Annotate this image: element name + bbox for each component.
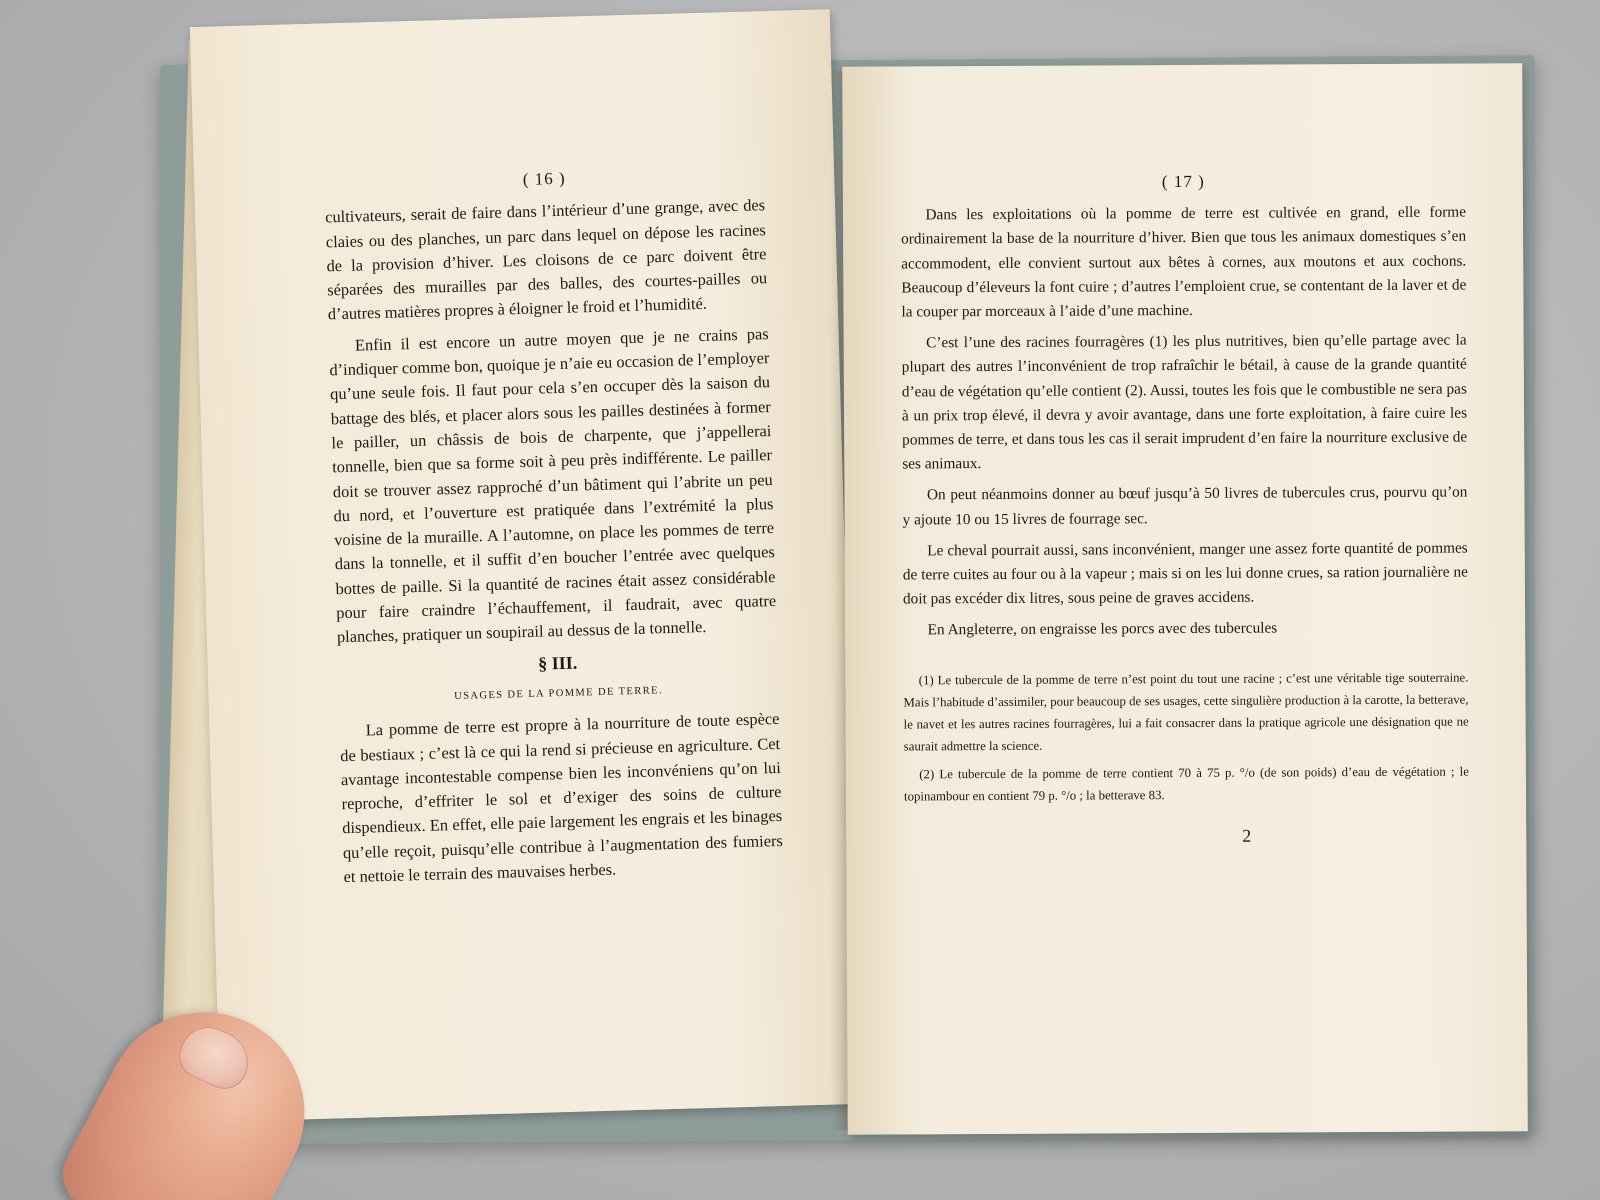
section-subheading: USAGES DE LA POMME DE TERRE. bbox=[454, 685, 664, 702]
left-page-text bbox=[324, 161, 784, 896]
right-paragraph-1: Dans les exploitations où la pomme de terre est cultivée en grand, elle forme ordinairement la base de la nourriture d’hiver. Bien que tous les animaux domestiques s’en accommodent, elle convient surtout aux bêtes à cornes, aux moutons et aux cochons. Beaucoup d’éleveurs la font cuire ; d’autres l’emploient crue, se contentant de la laver et de la couper par morceaux à l’aide d’une machine. bbox=[901, 203, 1467, 321]
left-page bbox=[190, 9, 860, 1121]
signature-mark: 2 bbox=[1242, 825, 1252, 846]
right-paragraph-4: Le cheval pourrait aussi, sans inconvénient, manger une assez forte quantité de pommes de terre cuites au four ou à la vapeur ; mais si on les lui donne crues, sa ration journalière ne doit pas excéder dix litres, sous peine de graves accidens. bbox=[902, 539, 1468, 608]
left-paragraph-2: Enfin il est encore un autre moyen que je ne crains pas d’indiquer comme bon, quoique je n’aie eu occasion de l’employer qu’une seule fois. Il faut pour cela s’en occuper dès la saison du battage des blés, et placer alors sous les pailles destinées à former le pailler, un châssis de bois de charpente, que j’appellerai tonnelle, bien que sa forme soit à peu près indifférente. Le pailler doit se trouver assez rapproché d’un bâtiment qui l’abrite un peu du nord, et l’ouverture est pratiquée dans l’extrémité la plus voisine de la muraille. A l’automne, on place les pommes de terre dans la tonnelle, et il suffit d’en boucher l’entrée avec quelques bottes de paille. Si la quantité de racines était assez considérable pour faire craindre l’échauffement, il faudrait, avec quatre planches, pratiquer un soupirail au dessus de la tonnelle. bbox=[329, 323, 777, 647]
footnotes bbox=[903, 666, 1469, 807]
right-paragraph-2: C’est l’une des racines fourragères (1) les plus nutritives, bien qu’elle partage avec la plupart des autres l’inconvénient de trop rafraîchir le bétail, à cause de la grande quantité d’eau de végétation qu’elle contient (2). Aussi, toutes les fois que le combustible ne sera pas à un prix trop élevé, il devra y avoir avantage, dans une forte exploitation, à faire cuire les pommes de terre, et dans tous les cas il serait imprudent d’en faire la nourriture exclusive de ses animaux. bbox=[901, 331, 1468, 473]
left-paragraph-1: cultivateurs, serait de faire dans l’intérieur d’une grange, avec des claies ou des planches, un parc dans lequel on dépose les racines de la provision d’hiver. Les cloisons de ce parc doivent être séparées des murailles par des balles, des courtes-pailles ou d’autres matières propres à éloigner le froid et l’humidité. bbox=[324, 195, 768, 324]
page-number-left: ( 16 ) bbox=[522, 168, 566, 189]
footnote-2: (2) Le tubercule de la pomme de terre contient 70 à 75 p. °/o (de son poids) d’eau de végétation ; le topinambour en contient 79 p. °/o ; la betterave 83. bbox=[903, 764, 1469, 804]
footnote-1: (1) Le tubercule de la pomme de terre n’est point du tout une racine ; c’est une véritable tige souterraine. Mais l’habitude d’assimiler, pour beaucoup de ses usages, cette singulière production à la carotte, la betterave, le navet et les autres racines fourragères, lui a fait consacrer dans la pratique agricole une désignation que ne saurait admettre la science. bbox=[903, 670, 1469, 754]
right-paragraph-5: En Angleterre, on engraisse les porcs avec des tubercules bbox=[927, 619, 1278, 639]
right-paragraph-3: On peut néanmoins donner au bœuf jusqu’à 50 livres de tubercules crus, pourvu qu’on y ajoute 10 ou 15 livres de fourrage sec. bbox=[902, 483, 1468, 529]
right-page-text bbox=[901, 169, 1470, 850]
right-page bbox=[842, 63, 1528, 1135]
left-paragraph-3: La pomme de terre est propre à la nourriture de toute espèce de bestiaux ; c’est là ce qui la rend si précieuse en agriculture. Cet avantage incontestable compense bien les inconvéniens qu’on lui reproche, d’effriter le sol et d’exiger des soins de culture dispendieux. En effet, elle paie largement les engrais et les binages qu’elle reçoit, puisqu’elle contribue à l’augmentation des fumiers et nettoie le terrain des mauvaises herbes. bbox=[339, 709, 784, 887]
page-number-right: ( 17 ) bbox=[1161, 171, 1205, 192]
section-heading: § III. bbox=[537, 652, 578, 674]
